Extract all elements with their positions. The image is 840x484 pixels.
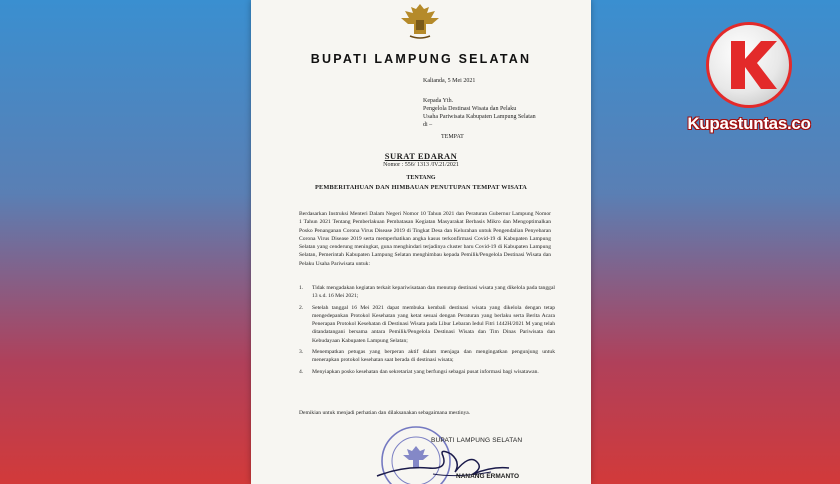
list-item [299,368,555,376]
recipient-line3: di – [423,122,433,128]
letter-subject: PEMBERITAHUAN DAN HIMBAUAN PENUTUPAN TEMPAT WISATA [314,184,528,191]
list-item-number: 2. [299,304,304,311]
instruction-list [299,284,555,379]
k-letter-icon [709,25,789,105]
recipient-place: TEMPAT [441,134,464,140]
recipient-to: Kepada Yth. [423,98,454,104]
closing-text: Demikian untuk menjadi perhatian dan dilaksanakan sebagaimana mestinya. [299,410,471,416]
list-item-number: 4. [299,368,304,375]
list-item-text: Tidak mengadakan kegiatan terkait kepariwisataan dan menutup destinasi wisata yang dikelola pada tanggal 13 s.d. 16 Mei 2021; [312,285,555,300]
body-paragraph: Berdasarkan Instruksi Menteri Dalam Negeri Nomor 10 Tahun 2021 dan Peraturan Gubernur Lampung Nomor 1 Tahun 2021 Tentang Pemberlakuan Pembatasan Kegiatan Masyarakat Berbasis Mikro dan Mengoptimalkan Posko Penanganan Corona Virus Disease 2019 di Tingkat Desa dan Kelurahan untuk Pengendalian Penyebaran Corona Virus Disease 2019 serta memperhatikan angka kasus terkonfirmasi Covid-19 di Kabupaten Lampung Selatan yang cenderung meningkat, guna menghindari terjadinya cluster baru Covid-19 di Kabupaten Lampung Selatan, Pemerintah Kabupaten Lampung Selatan menghimbau kepada Pemilik/Pengelola Destinasi Wisata dan Pelaku Usaha Pariwisata untuk: [299,211,551,267]
garuda-emblem-icon [395,0,445,40]
list-item [299,284,555,301]
signatory-name: NANANG ERMANTO [456,473,520,480]
recipient-line1: Pengelola Destinasi Wisata dan Pelaku [423,106,517,112]
place-date: Kalianda, 5 Mei 2021 [423,78,476,84]
signatory-title: BUPATI LAMPUNG SELATAN [431,437,523,444]
logo-badge [706,22,792,108]
letterhead-title: BUPATI LAMPUNG SELATAN [310,52,532,66]
letter-number: Nomor : 556/ 1313 /IV.21/2021 [383,162,459,168]
list-item [299,348,555,365]
list-item [299,304,555,345]
list-item-number: 3. [299,349,304,356]
letter-document [251,0,591,484]
recipient-line2: Usaha Pariwisata Kabupaten Lampung Selatan [423,114,536,120]
list-item-text: Menempatkan petugas yang berperan aktif dalam menjaga dan mengingatkan pengunjung untuk menerapkan protokol kesehatan saat berada di destinasi wisata; [312,349,555,364]
letter-body [299,210,551,268]
list-item-number: 1. [299,285,304,291]
about-label: TENTANG [406,175,436,181]
recipient-address [423,97,536,129]
list-item-text: Menyiapkan posko kesehatan dan sekretariat yang berfungsi sebagai pusat informasi bagi wisatawan. [312,368,539,375]
kupastuntas-logo [684,22,814,142]
brand-name: Kupastuntas.co [687,114,811,133]
letter-title: SURAT EDARAN [384,151,458,161]
list-item-text: Setelah tanggal 16 Mei 2021 dapat membuka kembali destinasi wisata yang dikelola dengan tetap mengedepankan Protokol Kesehatan yang ketat sesuai dengan Peraturan yang berlaku serta Berita Acara Penerapan Protokol Kesehatan di Destinasi Wisata pada Libur Lebaran Iedul Fitri 1442H/2021 M yang telah ditandatangani bersama antara Pemilik/Pengelola Destinasi Wisata dan Tim Dinas Pariwisata dan Kebudayaan Kabupaten Lampung Selatan; [312,304,555,344]
